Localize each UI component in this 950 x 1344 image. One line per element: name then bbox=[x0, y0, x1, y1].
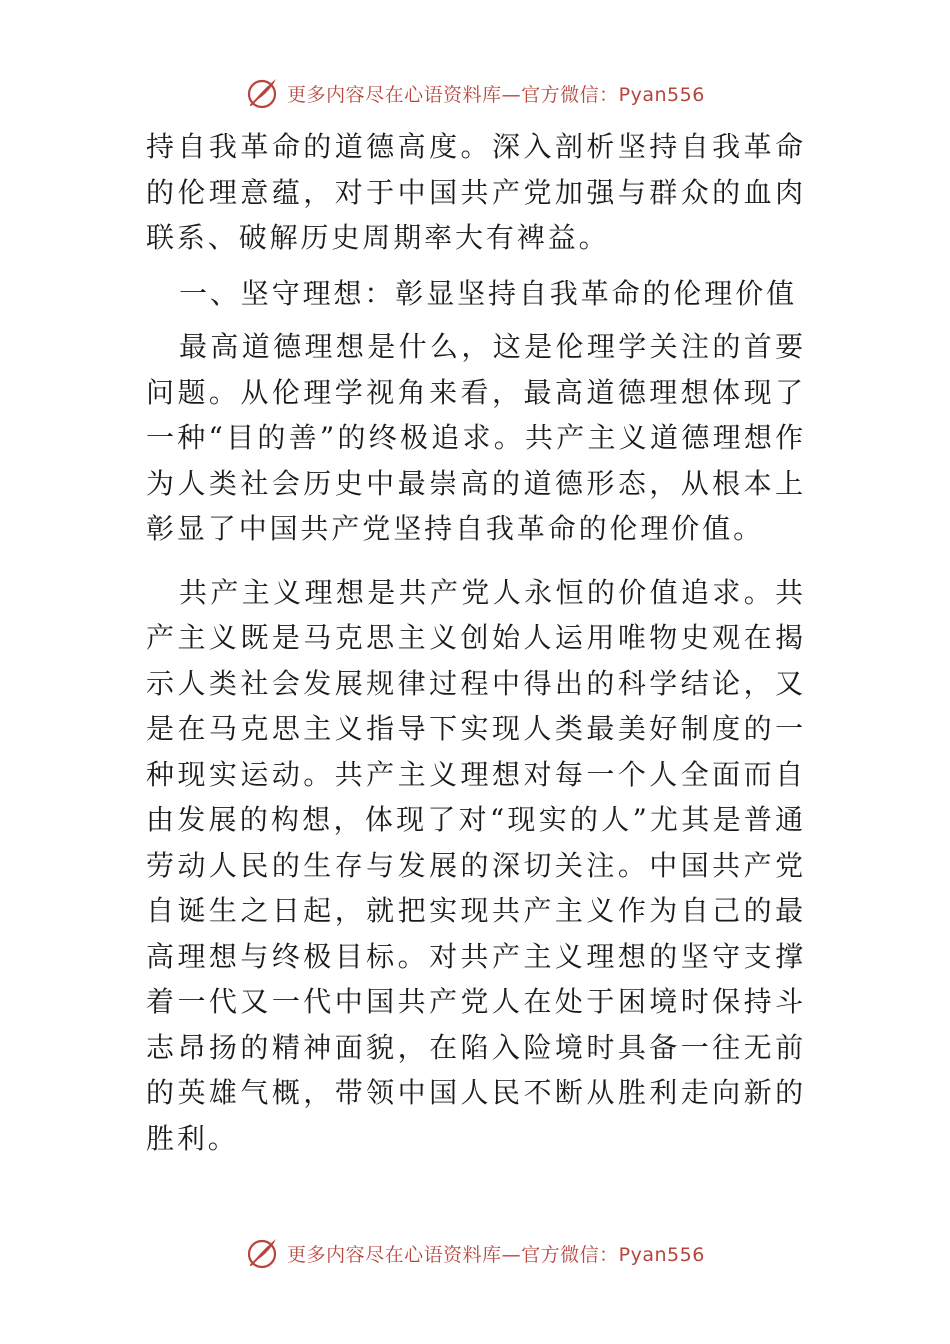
intro-continuation: 持自我革命的道德高度。深入剖析坚持自我革命的伦理意蕴，对于中国共产党加强与群众的血肉联系、破解历史周期率大有裨益。 bbox=[146, 130, 806, 254]
footer-banner bbox=[0, 1233, 950, 1273]
paragraph-2: 共产主义理想是共产党人永恒的价值追求。共产主义既是马克思主义创始人运用唯物史观在揭示人类社会发展规律过程中得出的科学结论，又是在马克思主义指导下实现人类最美好制度的一种现实运动。共产主义理想对每一个人全面而自由发展的构想，体现了对“现实的人”尤其是普通劳动人民的生存与发展的深切关注。中国共产党自诞生之日起，就把实现共产主义作为自己的最高理想与终极目标。对共产主义理想的坚守支撑着一代又一代中国共产党人在处于困境时保持斗志昂扬的精神面貌，在陷入险境时具备一往无前的英雄气概，带领中国人民不断从胜利走向新的胜利。 bbox=[146, 575, 806, 1155]
section-heading: 一、坚守理想：彰显坚持自我革命的伦理价值 bbox=[179, 276, 798, 310]
footer-banner-inner bbox=[245, 1235, 705, 1271]
document-body bbox=[146, 124, 806, 1161]
quill-logo-icon bbox=[245, 75, 281, 111]
header-banner-text: 更多内容尽在心语资料库—官方微信：Pyan556 bbox=[287, 83, 705, 106]
paragraph-1: 最高道德理想是什么，这是伦理学关注的首要问题。从伦理学视角来看，最高道德理想体现了一种“目的善”的终极追求。共产主义道德理想作为人类社会历史中最崇高的道德形态，从根本上彰显了中国共产党坚持自我革命的伦理价值。 bbox=[146, 330, 806, 545]
footer-banner-text: 更多内容尽在心语资料库—官方微信：Pyan556 bbox=[287, 1243, 705, 1266]
quill-logo-icon bbox=[245, 1235, 281, 1271]
header-banner bbox=[0, 73, 950, 113]
header-banner-inner bbox=[245, 75, 705, 111]
